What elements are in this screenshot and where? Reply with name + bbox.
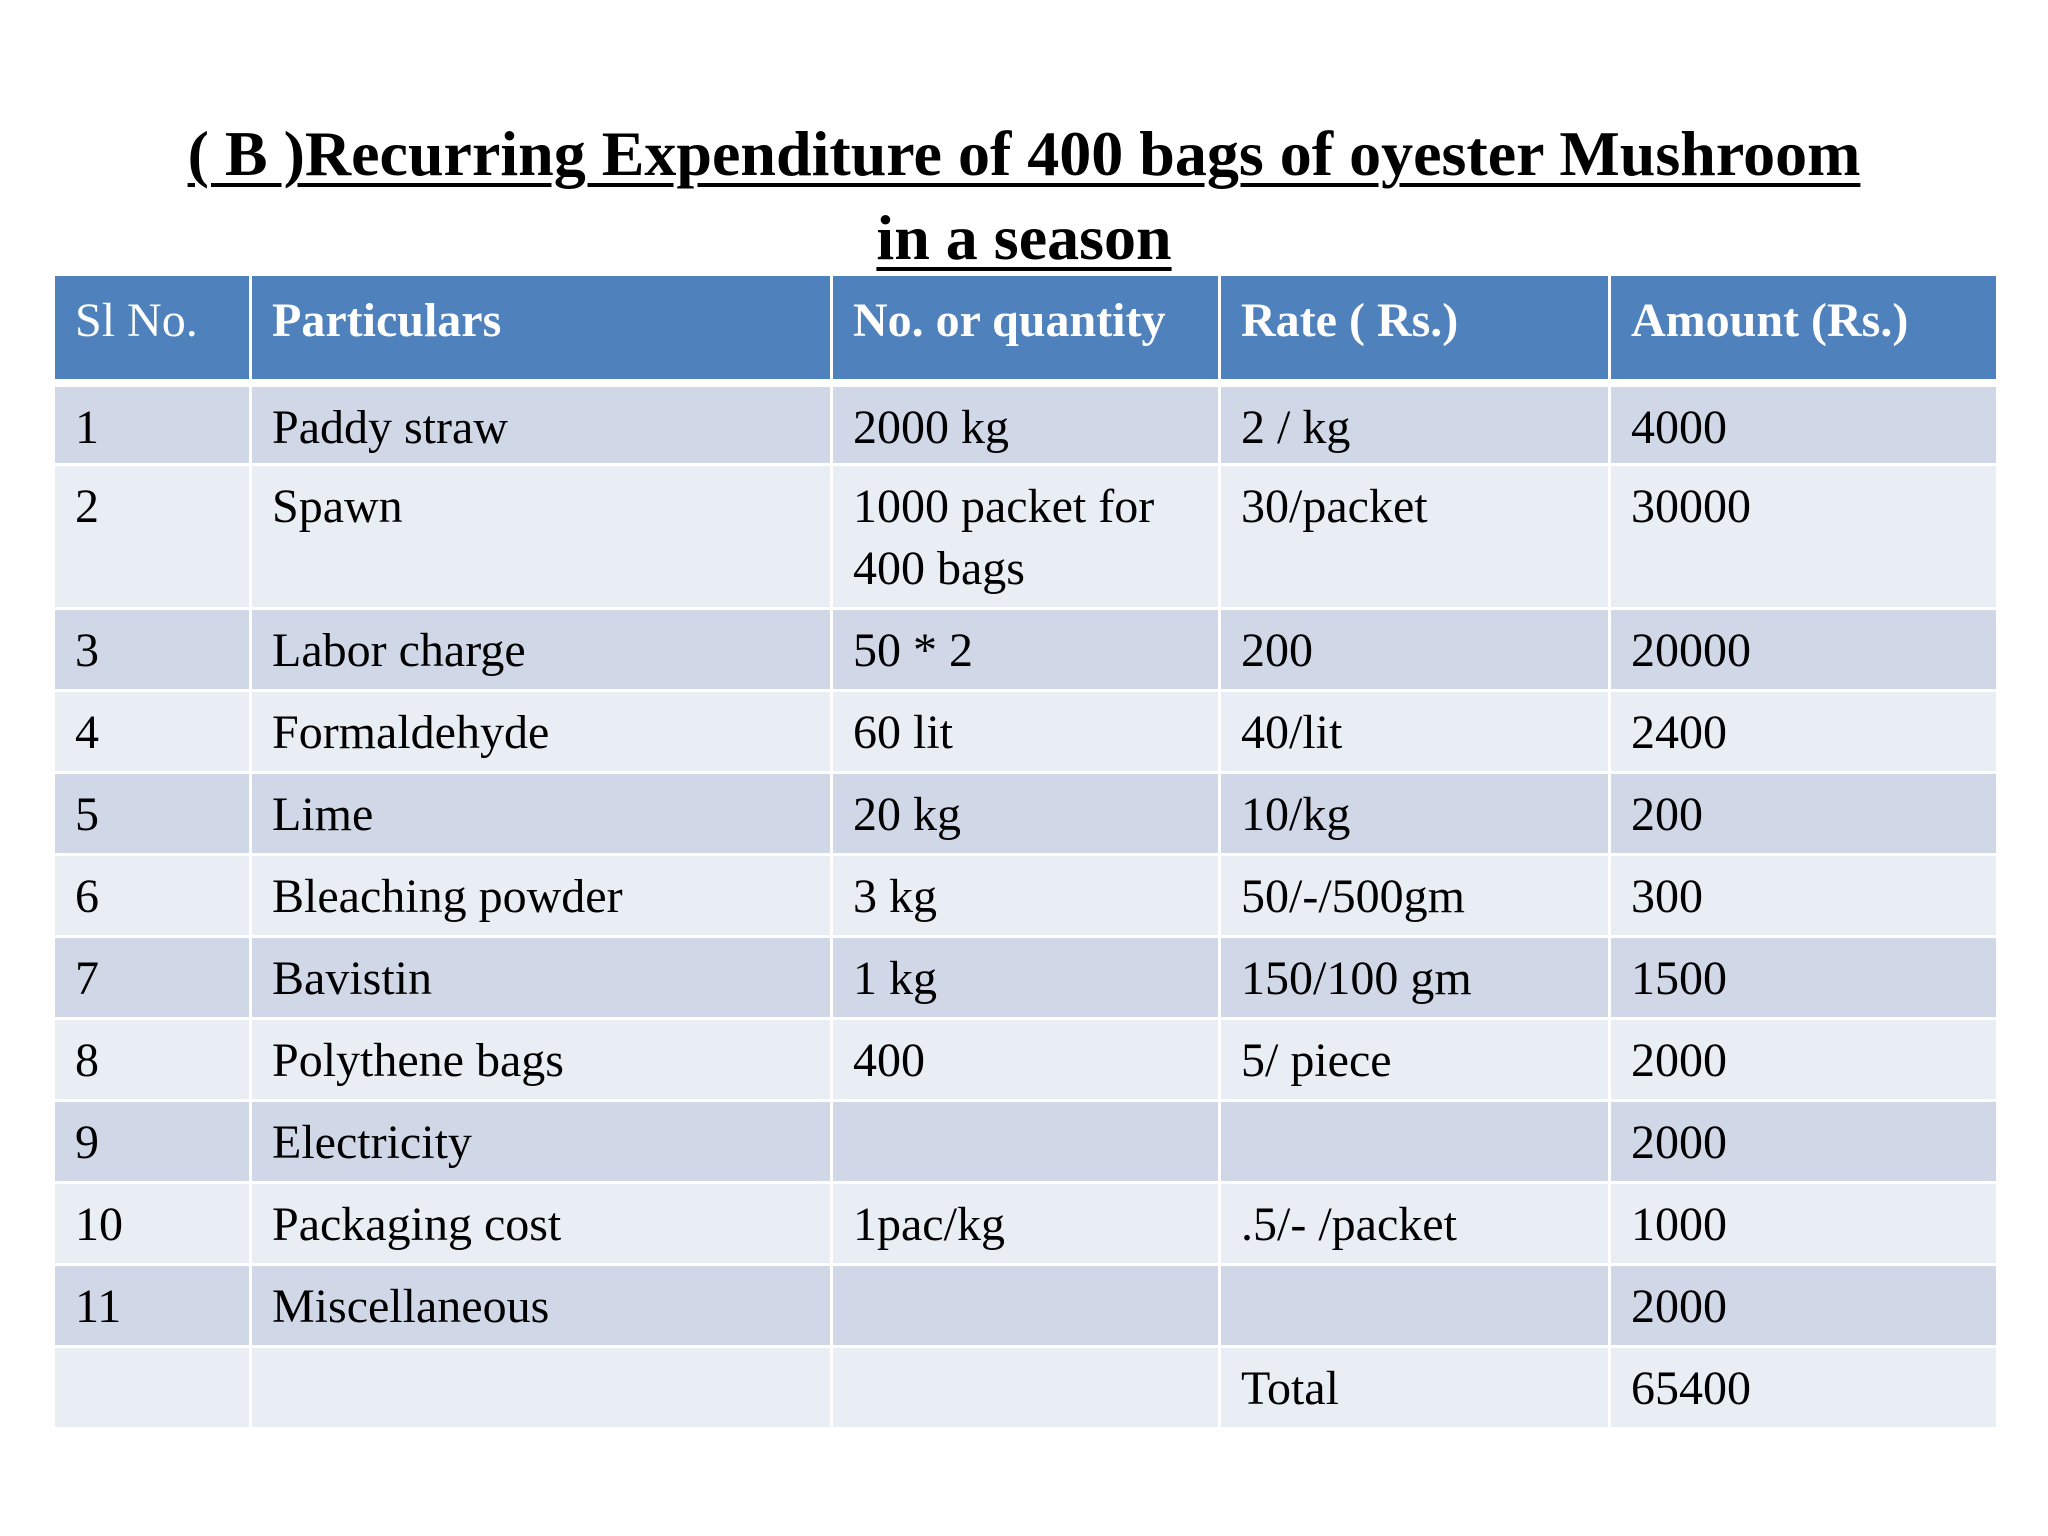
cell-amount: 2000 (1610, 1101, 1998, 1183)
total-row (54, 1347, 1998, 1429)
cell-sl-no: 11 (54, 1265, 251, 1347)
cell-particulars: Electricity (251, 1101, 832, 1183)
cell-rate (1220, 1101, 1610, 1183)
table-row (54, 691, 1998, 773)
cell-particulars: Spawn (251, 465, 832, 609)
cell-quantity: 1 kg (832, 937, 1220, 1019)
slide-title-line-2: in a season (876, 202, 1172, 273)
cell-rate: 5/ piece (1220, 1019, 1610, 1101)
table-row (54, 773, 1998, 855)
cell-amount: 300 (1610, 855, 1998, 937)
cell-sl-no: 4 (54, 691, 251, 773)
cell-quantity: 1pac/kg (832, 1183, 1220, 1265)
header-amount: Amount (Rs.) (1610, 275, 1998, 383)
cell-rate (1220, 1265, 1610, 1347)
cell-particulars: Packaging cost (251, 1183, 832, 1265)
cell-amount: 4000 (1610, 383, 1998, 465)
cell-amount: 20000 (1610, 609, 1998, 691)
cell-quantity: 20 kg (832, 773, 1220, 855)
cell-rate: 200 (1220, 609, 1610, 691)
table-row (54, 1183, 1998, 1265)
cell-amount: 2000 (1610, 1265, 1998, 1347)
header-row (54, 275, 1998, 383)
cell-quantity: 3 kg (832, 855, 1220, 937)
table-row (54, 609, 1998, 691)
cell-sl-no: 10 (54, 1183, 251, 1265)
cell-rate: 10/kg (1220, 773, 1610, 855)
cell-quantity (832, 1265, 1220, 1347)
table-row (54, 1019, 1998, 1101)
cell-rate: .5/- /packet (1220, 1183, 1610, 1265)
cell-rate: 30/packet (1220, 465, 1610, 609)
cell-quantity: 400 (832, 1019, 1220, 1101)
cell-amount: 1000 (1610, 1183, 1998, 1265)
header-particulars: Particulars (251, 275, 832, 383)
cell-amount: 2000 (1610, 1019, 1998, 1101)
table-row (54, 1265, 1998, 1347)
total-label: Total (1220, 1347, 1610, 1429)
table-body (54, 383, 1998, 1429)
cell-sl-no: 5 (54, 773, 251, 855)
cell-particulars: Lime (251, 773, 832, 855)
header-sl-no: Sl No. (54, 275, 251, 383)
table-header (54, 275, 1998, 383)
cell-particulars: Bavistin (251, 937, 832, 1019)
cell-quantity (832, 1347, 1220, 1429)
cell-amount: 30000 (1610, 465, 1998, 609)
cell-quantity: 1000 packet for 400 bags (832, 465, 1220, 609)
cell-quantity (832, 1101, 1220, 1183)
cell-sl-no: 3 (54, 609, 251, 691)
cell-sl-no: 6 (54, 855, 251, 937)
table-row (54, 855, 1998, 937)
table-row (54, 465, 1998, 609)
cell-particulars: Miscellaneous (251, 1265, 832, 1347)
cell-sl-no: 1 (54, 383, 251, 465)
expenditure-table (52, 273, 1999, 1430)
slide-title-line-1: ( B )Recurring Expenditure of 400 bags of oyester Mushroom (187, 118, 1861, 189)
cell-sl-no: 9 (54, 1101, 251, 1183)
cell-rate: 50/-/500gm (1220, 855, 1610, 937)
table-row (54, 383, 1998, 465)
cell-sl-no: 2 (54, 465, 251, 609)
table-row (54, 1101, 1998, 1183)
cell-amount: 200 (1610, 773, 1998, 855)
cell-sl-no: 8 (54, 1019, 251, 1101)
cell-particulars: Paddy straw (251, 383, 832, 465)
cell-quantity: 60 lit (832, 691, 1220, 773)
cell-amount: 2400 (1610, 691, 1998, 773)
cell-rate: 2 / kg (1220, 383, 1610, 465)
cell-particulars: Labor charge (251, 609, 832, 691)
cell-quantity: 2000 kg (832, 383, 1220, 465)
cell-particulars: Bleaching powder (251, 855, 832, 937)
slide-title (0, 112, 2048, 280)
cell-amount: 1500 (1610, 937, 1998, 1019)
cell-rate: 150/100 gm (1220, 937, 1610, 1019)
cell-particulars: Polythene bags (251, 1019, 832, 1101)
header-quantity: No. or quantity (832, 275, 1220, 383)
cell-sl-no: 7 (54, 937, 251, 1019)
header-rate: Rate ( Rs.) (1220, 275, 1610, 383)
cell-particulars: Formaldehyde (251, 691, 832, 773)
cell-rate: 40/lit (1220, 691, 1610, 773)
table-row (54, 937, 1998, 1019)
cell-quantity: 50 * 2 (832, 609, 1220, 691)
total-amount: 65400 (1610, 1347, 1998, 1429)
cell-particulars (251, 1347, 832, 1429)
cell-sl-no (54, 1347, 251, 1429)
